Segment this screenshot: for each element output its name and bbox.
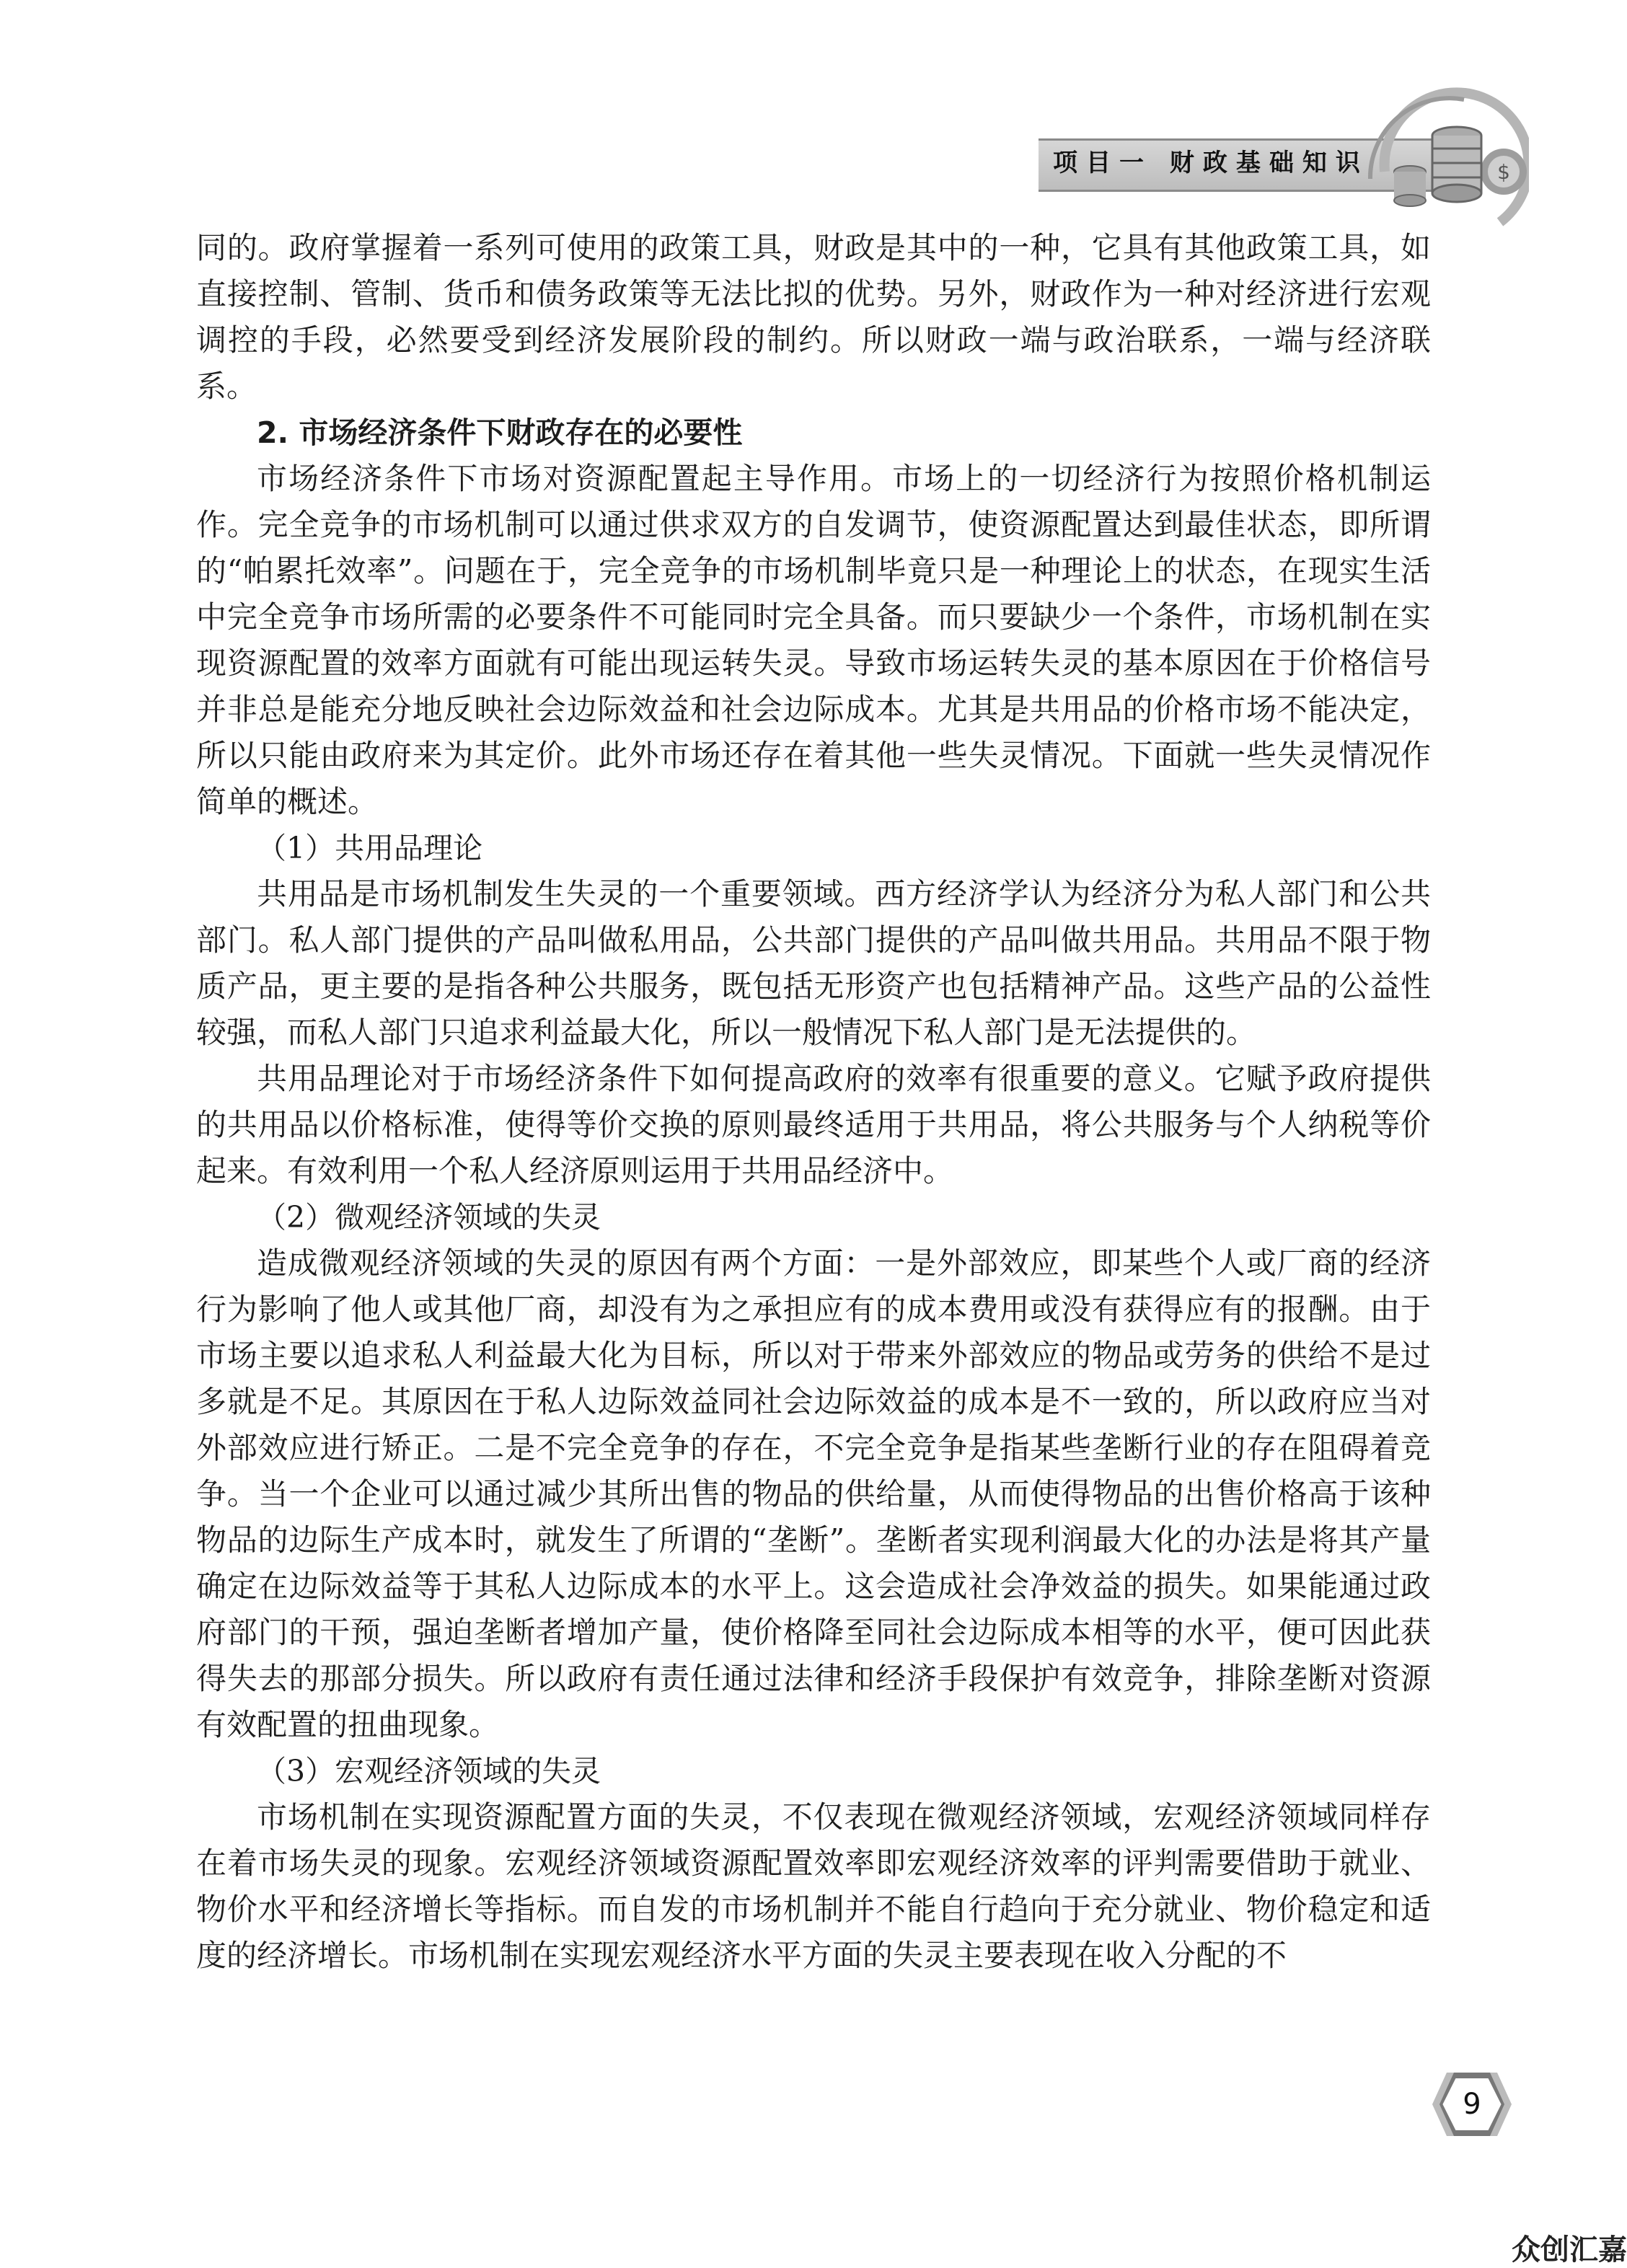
section-heading: 2. 市场经济条件下财政存在的必要性 xyxy=(257,415,743,450)
paragraph: 造成微观经济领域的失灵的原因有两个方面：一是外部效应，即某些个人或厂商的经济行为影响了他人或其他厂商，却没有为之承担应有的成本费用或没有获得应有的报酬。由于市场主要以追求私人利益最大化为目标，所以对于带来外部效应的物品或劳务的供给不是过多就是不足。其原因在于私人边际效益同社会边际效益的成本是不一致的，所以政府应当对外部效应进行矫正。二是不完全竞争的存在，不完全竞争是指某些垄断行业的存在阻碍着竞争。当一个企业可以通过减少其所出售的物品的供给量，从而使得物品的出售价格高于该种物品的边际生产成本时，就发生了所谓的“垄断”。垄断者实现利润最大化的办法是将其产量确定在边际效益等于其私人边际成本的水平上。这会造成社会净效益的损失。如果能通过政府部门的干预，强迫垄断者增加产量，使价格降至同社会边际成本相等的水平，便可因此获得失去的那部分损失。所以政府有责任通过法律和经济手段保护有效竞争，排除垄断对资源有效配置的扭曲现象。 xyxy=(196,1245,1431,1742)
paragraph: 共用品是市场机制发生失灵的一个重要领域。西方经济学认为经济分为私人部门和公共部门。私人部门提供的产品叫做私用品，公共部门提供的产品叫做共用品。共用品不限于物质产品，更主要的是指各种公共服务，既包括无形资产也包括精神产品。这些产品的公益性较强，而私人部门只追求利益最大化，所以一般情况下私人部门是无法提供的。 xyxy=(196,876,1431,1050)
subsection-heading: （2）微观经济领域的失灵 xyxy=(257,1200,601,1235)
page-number-badge xyxy=(1425,2068,1519,2140)
paragraph: 共用品理论对于市场经济条件下如何提高政府的效率有很重要的意义。它赋予政府提供的共用品以价格标准，使得等价交换的原则最终适用于共用品，将公共服务与个人纳税等价起来。有效利用一个私人经济原则运用于共用品经济中。 xyxy=(196,1061,1431,1188)
paragraph: 同的。政府掌握着一系列可使用的政策工具，财政是其中的一种，它具有其他政策工具，如直接控制、管制、货币和债务政策等无法比拟的优势。另外，财政作为一种对经济进行宏观调控的手段，必然要受到经济发展阶段的制约。所以财政一端与政治联系，一端与经济联系。 xyxy=(196,230,1431,404)
watermark-text: 众创汇嘉 xyxy=(1512,2233,1627,2267)
paragraph: 市场机制在实现资源配置方面的失灵，不仅表现在微观经济领域，宏观经济领域同样存在着市场失灵的现象。宏观经济领域资源配置效率即宏观经济效率的评判需要借助于就业、物价水平和经济增长等指标。而自发的市场机制并不能自行趋向于充分就业、物价稳定和适度的经济增长。市场机制在实现宏观经济水平方面的失灵主要表现在收入分配的不 xyxy=(196,1799,1431,1973)
subsection-heading: （1）共用品理论 xyxy=(257,831,483,865)
page-body xyxy=(196,225,1431,1979)
header-title: 项目一 财政基础知识 xyxy=(1053,149,1369,177)
svg-text:$: $ xyxy=(1497,160,1510,184)
page-number: 9 xyxy=(1463,2088,1481,2121)
subsection-heading: （3）宏观经济领域的失灵 xyxy=(257,1754,601,1788)
paragraph: 市场经济条件下市场对资源配置起主导作用。市场上的一切经济行为按照价格机制运作。完全竞争的市场机制可以通过供求双方的自发调节，使资源配置达到最佳状态，即所谓的“帕累托效率”。问题在于，完全竞争的市场机制毕竟只是一种理论上的状态，在现实生活中完全竞争市场所需的必要条件不可能同时完全具备。而只要缺少一个条件，市场机制在实现资源配置的效率方面就有可能出现运转失灵。导致市场运转失灵的基本原因在于价格信号并非总是能充分地反映社会边际效益和社会边际成本。尤其是共用品的价格市场不能决定，所以只能由政府来为其定价。此外市场还存在着其他一些失灵情况。下面就一些失灵情况作简单的概述。 xyxy=(196,461,1431,819)
coin-stack-icon xyxy=(1356,85,1529,244)
